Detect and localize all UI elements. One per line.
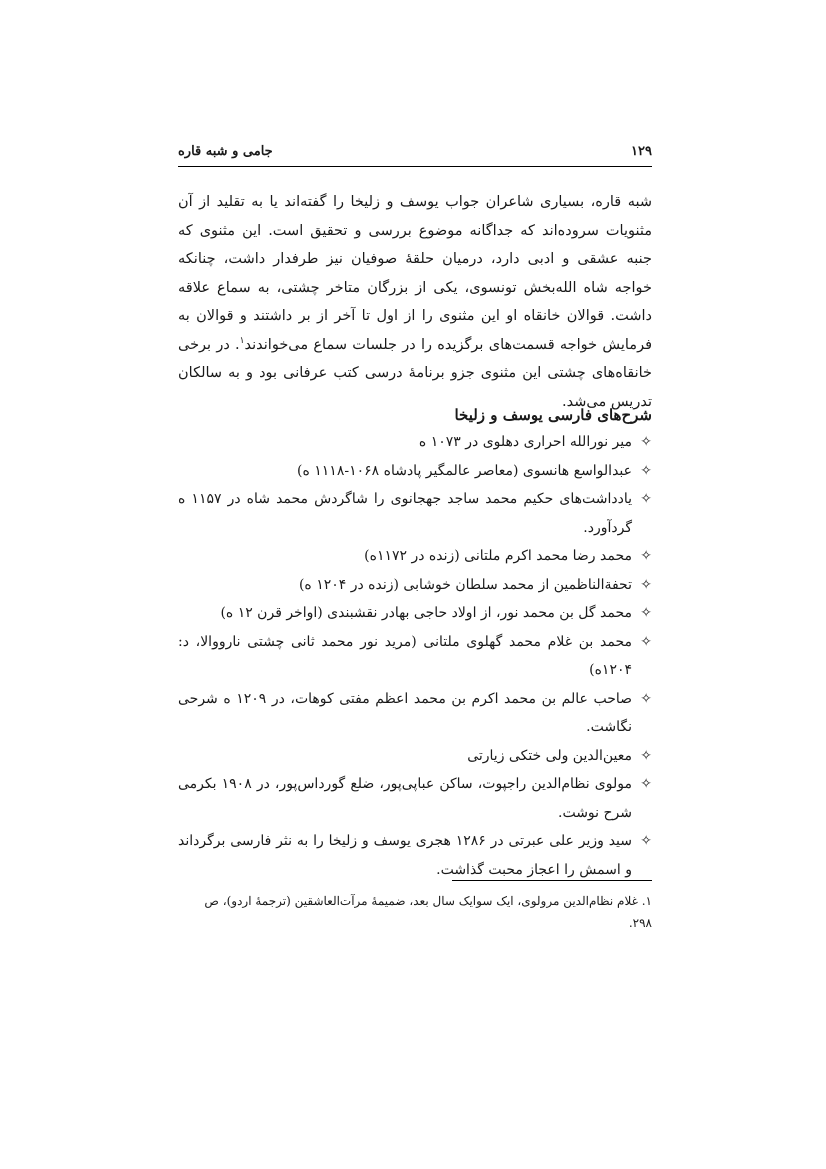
star-bullet-icon: ✧ <box>640 776 652 792</box>
star-bullet-icon: ✧ <box>640 605 652 621</box>
list-item-text: محمد رضا محمد اکرم ملتانی (زنده در ۱۱۷۲ه) <box>364 548 632 564</box>
list-item <box>178 428 652 457</box>
star-bullet-icon: ✧ <box>640 633 652 650</box>
list-item-text: میر نورالله احراری دهلوی در ۱۰۷۳ ه <box>418 434 632 450</box>
running-title: جامی و شبه قاره <box>178 144 273 159</box>
list-item <box>178 457 652 486</box>
list-item-text: یادداشت‌های حکیم محمد ساجد جهجانوی را شاگردش محمد شاه در ۱۱۵۷ ه گردآورد. <box>178 491 632 536</box>
list-item-text: محمد بن غلام محمد گهلوی ملتانی (مرید نور محمد ثانی چشتی نارووالا، د: ۱۲۰۴ه) <box>178 633 632 678</box>
star-bullet-icon: ✧ <box>640 747 652 764</box>
body-paragraph <box>178 188 652 416</box>
list-item <box>178 571 652 600</box>
list-item-text: تحفةالناظمین از محمد سلطان خوشابی (زنده در ۱۲۰۴ ه) <box>298 576 632 593</box>
list-item <box>178 542 652 571</box>
list-item <box>178 628 652 685</box>
footnote-rule <box>452 880 652 881</box>
list-item <box>178 599 652 628</box>
paragraph-text-part-2: . در برخی خانقاه‌های چشتی این مثنوی جزو برنامهٔ درسی کتب عرفانی بود و به سالکان تدریس می‌شد. <box>178 336 652 410</box>
list-item <box>178 685 652 742</box>
list-item-text: عبدالواسع هانسوی (معاصر عالمگیر پادشاه ۱۰۶۸-۱۱۱۸ ه) <box>297 462 632 479</box>
page-number: ۱۲۹ <box>631 144 652 159</box>
header-rule <box>178 166 652 167</box>
star-bullet-icon: ✧ <box>640 462 652 479</box>
list-item-text: معین‌الدین ولی ختکی زیارتی <box>467 747 632 764</box>
section-heading: شرح‌های فارسی یوسف و زلیخا <box>454 406 652 424</box>
page-header <box>178 138 652 166</box>
star-bullet-icon: ✧ <box>640 491 652 507</box>
list-item-text: مولوی نظام‌الدین راجپوت، ساکن عباپی‌پور، ضلع گورداس‌پور، در ۱۹۰۸ بکرمی شرح نوشت. <box>178 776 632 821</box>
list-item <box>178 827 652 884</box>
list-item <box>178 770 652 827</box>
list-item <box>178 485 652 542</box>
commentary-list <box>178 428 652 884</box>
footnote-marker: ۱ <box>239 335 245 346</box>
paragraph-text-part-1: شبه قاره، بسیاری شاعران جواب یوسف و زلیخا را گفته‌اند یا به تقلید از آن مثنویات سروده‌اند که جداگانه موضوع بررسی و تحقیق است. این مثنوی که جنبه عشقی و ادبی دارد، درمیان حلقهٔ صوفیان نیز طرفدار داشت، چنانکه خواجه شاه الله‌بخش تونسوی، یکی از بزرگان متاخر چشتی، به سماع علاقه داشت. قوالان خانقاه او این مثنوی را از اول تا آخر از بر داشتند و قوالان به فرمایش خواجه قسمت‌های برگزیده را در جلسات سماع می‌خواندند <box>178 194 652 353</box>
star-bullet-icon: ✧ <box>640 690 652 707</box>
list-item <box>178 742 652 771</box>
star-bullet-icon: ✧ <box>640 833 652 849</box>
list-item-text: صاحب عالم بن محمد اکرم بن محمد اعظم مفتی کوهات، در ۱۲۰۹ ه شرحی نگاشت. <box>178 690 632 735</box>
footnote: ۱. غلام نظام‌الدین مرولوی، ایک سوایک سال بعد، ضمیمهٔ مرآت‌العاشقین (ترجمهٔ اردو)، ص ۲۹۸. <box>204 894 652 930</box>
star-bullet-icon: ✧ <box>640 548 652 564</box>
list-item-text: سید وزیر علی عبرتی در ۱۲۸۶ هجری یوسف و زلیخا را به نثر فارسی برگرداند و اسمش را اعجاز محبت گذاشت. <box>178 833 633 878</box>
star-bullet-icon: ✧ <box>640 434 652 450</box>
star-bullet-icon: ✧ <box>640 576 652 593</box>
list-item-text: محمد گل بن محمد نور، از اولاد حاجی بهادر نقشبندی (اواخر قرن ۱۲ ه) <box>220 605 632 621</box>
